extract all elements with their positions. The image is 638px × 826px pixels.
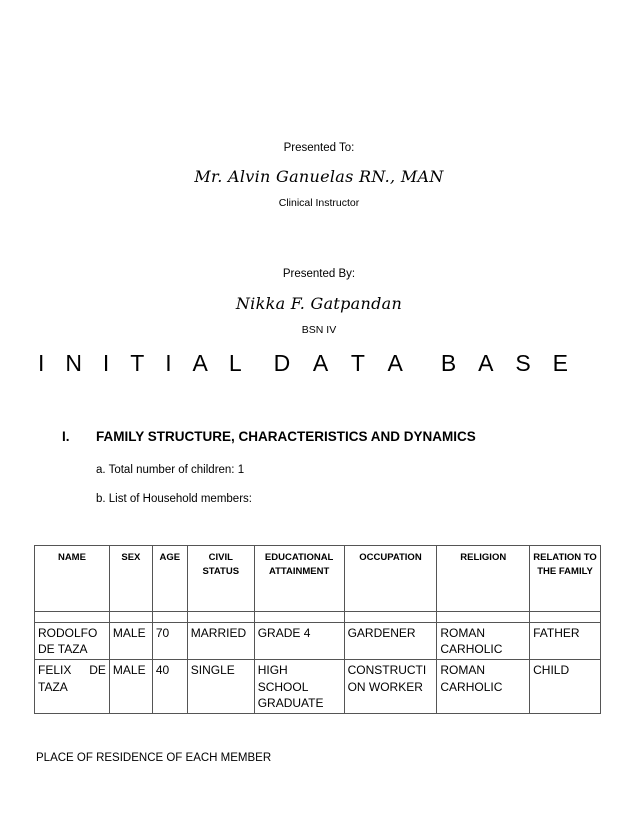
cell-relation: FATHER — [530, 623, 601, 660]
cell-education: HIGH SCHOOL GRADUATE — [254, 660, 344, 714]
instructor-name: Mr. Alvin Ganuelas RN., MAN — [194, 167, 444, 186]
title-letter: A — [192, 350, 208, 376]
spacer-cell — [35, 612, 110, 623]
section-title: FAMILY STRUCTURE, CHARACTERISTICS AND DYNAMICS — [96, 429, 476, 444]
title-letter: A — [387, 350, 403, 376]
household-list-item: b. List of Household members: — [96, 493, 252, 505]
presented-to-label: Presented To: — [283, 142, 355, 154]
title-letter: I — [102, 350, 110, 376]
cell-education: GRADE 4 — [254, 623, 344, 660]
cell-religion: ROMAN CARHOLIC — [437, 660, 530, 714]
cell-age: 40 — [152, 660, 187, 714]
residence-heading: PLACE OF RESIDENCE OF EACH MEMBER — [36, 752, 272, 764]
spacer-cell — [187, 612, 254, 623]
cell-age: 70 — [152, 623, 187, 660]
table-spacer-row — [35, 612, 601, 623]
title-word-initial — [38, 350, 242, 377]
spacer-cell — [530, 612, 601, 623]
title-letter: A — [478, 350, 494, 376]
instructor-title: Clinical Instructor — [278, 197, 360, 209]
column-header: RELIGION — [437, 546, 530, 612]
column-header: AGE — [152, 546, 187, 612]
spacer-cell — [437, 612, 530, 623]
spacer-cell — [254, 612, 344, 623]
section-heading — [62, 429, 476, 444]
column-header: OCCUPATION — [344, 546, 437, 612]
title-letter: T — [130, 350, 145, 376]
title-word-base — [441, 350, 568, 377]
total-children-item: a. Total number of children: 1 — [96, 464, 245, 476]
cell-sex: MALE — [109, 660, 152, 714]
title-letter: S — [515, 350, 531, 376]
title-letter: I — [38, 350, 45, 376]
cell-relation: CHILD — [530, 660, 601, 714]
cell-name: RODOLFO DE TAZA — [35, 623, 110, 660]
title-word-data — [274, 350, 403, 377]
table-row — [35, 660, 601, 714]
section-number: I. — [62, 429, 70, 444]
title-letter: I — [165, 350, 172, 376]
cell-occupation: GARDENER — [344, 623, 437, 660]
presented-by-label: Presented By: — [282, 268, 356, 280]
column-header: CIVIL STATUS — [187, 546, 254, 612]
title-letter: E — [552, 350, 568, 376]
title-letter: B — [440, 350, 457, 376]
cell-civil-status: SINGLE — [187, 660, 254, 714]
table-row — [35, 623, 601, 660]
column-header: RELATION TO THE FAMILY — [530, 546, 601, 612]
cell-sex: MALE — [109, 623, 152, 660]
column-header: NAME — [35, 546, 110, 612]
title-letter: N — [65, 350, 82, 376]
cell-occupation: CONSTRUCTION WORKER — [344, 660, 437, 714]
spacer-cell — [109, 612, 152, 623]
title-letter: D — [273, 350, 291, 376]
cell-religion: ROMAN CARHOLIC — [437, 623, 530, 660]
student-name: Nikka F. Gatpandan — [235, 294, 403, 313]
title-letter: T — [350, 350, 365, 376]
table-header-row — [35, 546, 601, 612]
column-header: EDUCATIONAL ATTAINMENT — [254, 546, 344, 612]
cell-civil-status: MARRIED — [187, 623, 254, 660]
spacer-cell — [344, 612, 437, 623]
title-letter: L — [228, 350, 242, 376]
spacer-cell — [152, 612, 187, 623]
cell-name: FELIX DE TAZA — [35, 660, 110, 714]
column-header: SEX — [109, 546, 152, 612]
student-level: BSN IV — [301, 324, 337, 336]
document-title — [38, 350, 568, 377]
title-letter: A — [312, 350, 329, 376]
household-members-table — [34, 545, 601, 714]
